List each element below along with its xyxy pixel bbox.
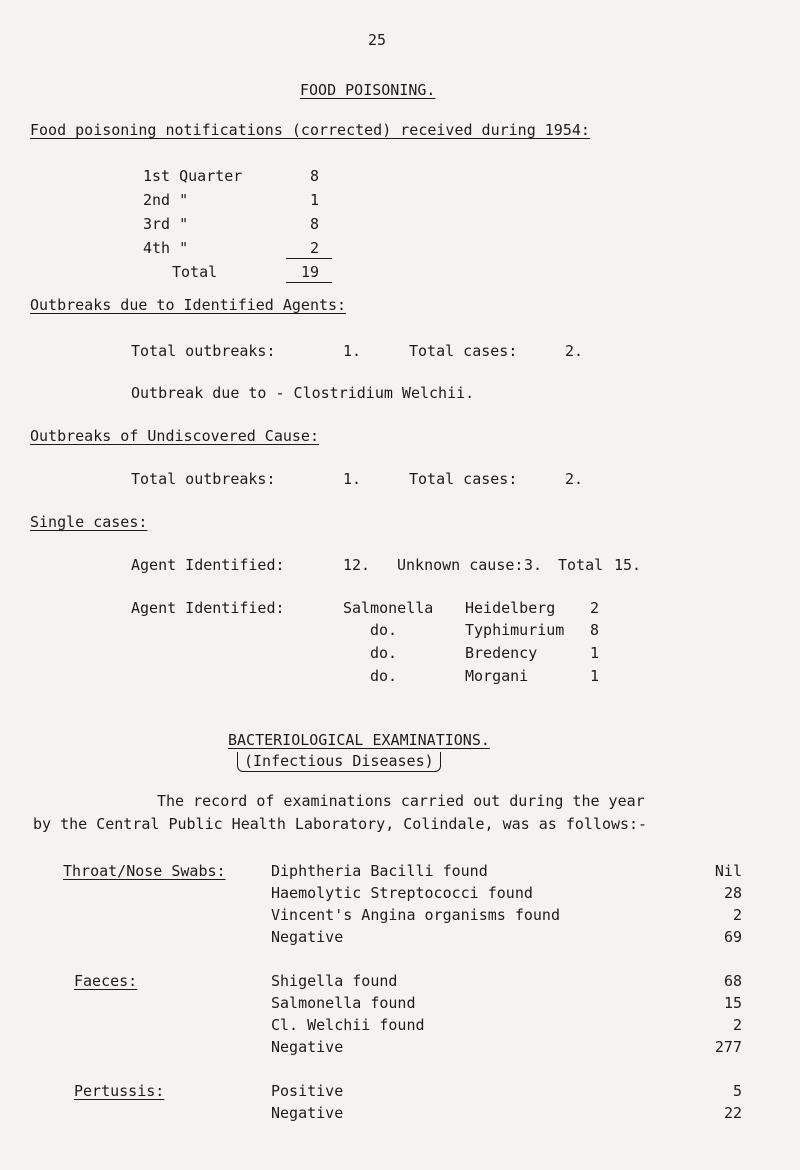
result-item: Vincent's Angina organisms found: [271, 906, 560, 924]
single-total-label: Total: [558, 556, 604, 574]
intro-line-2: by the Central Public Health Laboratory, Colindale, was as follows:-: [33, 815, 648, 833]
quarter-value: 2: [310, 239, 320, 257]
intro-line-1: The record of examinations carried out during the year: [157, 792, 645, 810]
identified-cases-value: 2.: [565, 342, 584, 360]
agent-prefix: do.: [370, 621, 398, 639]
page-number: 25: [368, 31, 387, 49]
result-value: 15: [723, 994, 742, 1012]
result-item: Positive: [271, 1082, 344, 1100]
agent-count: 2: [590, 599, 600, 617]
unknown-cause-value: 3.: [524, 556, 543, 574]
agent-name: Typhimurium: [465, 621, 565, 639]
bacteriological-subheading: (Infectious Diseases): [237, 752, 441, 772]
agent-prefix: Salmonella: [343, 599, 434, 617]
agent-name: Morgani: [465, 667, 529, 685]
bacteriological-heading: BACTERIOLOGICAL EXAMINATIONS.: [228, 731, 490, 749]
identified-cases-label: Total cases:: [409, 342, 518, 360]
quarter-label: 4th ": [143, 239, 189, 257]
result-value: 68: [723, 972, 742, 990]
agent-identified-label: Agent Identified:: [131, 556, 285, 574]
identified-due-to: Outbreak due to - Clostridium Welchii.: [131, 384, 475, 402]
unknown-cause-label: Unknown cause:: [397, 556, 524, 574]
agent-prefix: do.: [370, 667, 398, 685]
sum-rule: [286, 258, 332, 259]
throat-nose-label: Throat/Nose Swabs:: [63, 862, 226, 880]
quarter-label: 2nd ": [143, 191, 189, 209]
undiscovered-cases-value: 2.: [565, 470, 584, 488]
agents-label: Agent Identified:: [131, 599, 285, 617]
quarter-value: 1: [310, 191, 320, 209]
result-value: Nil: [714, 862, 742, 880]
quarter-value: 8: [310, 167, 320, 185]
quarters-total-value: 19: [301, 263, 320, 281]
result-value: 28: [723, 884, 742, 902]
agent-name: Heidelberg: [465, 599, 556, 617]
quarter-label: 3rd ": [143, 215, 189, 233]
result-value: 277: [714, 1038, 742, 1056]
result-item: Diphtheria Bacilli found: [271, 862, 488, 880]
quarter-value: 8: [310, 215, 320, 233]
undiscovered-outbreaks-value: 1.: [343, 470, 362, 488]
result-value: 2: [732, 1016, 742, 1034]
bacteriological-subheading-wrap: [237, 752, 441, 770]
result-item: Haemolytic Streptococci found: [271, 884, 533, 902]
single-total-value: 15.: [614, 556, 642, 574]
identified-agents-heading: Outbreaks due to Identified Agents:: [30, 296, 347, 314]
result-value: 5: [732, 1082, 742, 1100]
faeces-label: Faeces:: [74, 972, 138, 990]
result-item: Negative: [271, 928, 344, 946]
result-item: Salmonella found: [271, 994, 416, 1012]
quarter-label: 1st Quarter: [143, 167, 243, 185]
identified-outbreaks-label: Total outbreaks:: [131, 342, 276, 360]
result-item: Negative: [271, 1104, 344, 1122]
result-value: 69: [723, 928, 742, 946]
undiscovered-cases-label: Total cases:: [409, 470, 518, 488]
undiscovered-outbreaks-label: Total outbreaks:: [131, 470, 276, 488]
food-poisoning-heading: FOOD POISONING.: [300, 81, 436, 99]
result-item: Shigella found: [271, 972, 398, 990]
agent-count: 8: [590, 621, 600, 639]
result-value: 22: [723, 1104, 742, 1122]
agent-count: 1: [590, 644, 600, 662]
agent-prefix: do.: [370, 644, 398, 662]
agent-name: Bredency: [465, 644, 538, 662]
undiscovered-cause-heading: Outbreaks of Undiscovered Cause:: [30, 427, 319, 445]
total-rule: [286, 282, 332, 283]
pertussis-label: Pertussis:: [74, 1082, 165, 1100]
single-cases-heading: Single cases:: [30, 513, 148, 531]
quarters-total-label: Total: [172, 263, 218, 281]
identified-outbreaks-value: 1.: [343, 342, 362, 360]
result-item: Negative: [271, 1038, 344, 1056]
agent-count: 1: [590, 667, 600, 685]
notifications-title: Food poisoning notifications (corrected) received during 1954:: [30, 121, 590, 139]
result-value: 2: [732, 906, 742, 924]
result-item: Cl. Welchii found: [271, 1016, 425, 1034]
agent-identified-value: 12.: [343, 556, 371, 574]
